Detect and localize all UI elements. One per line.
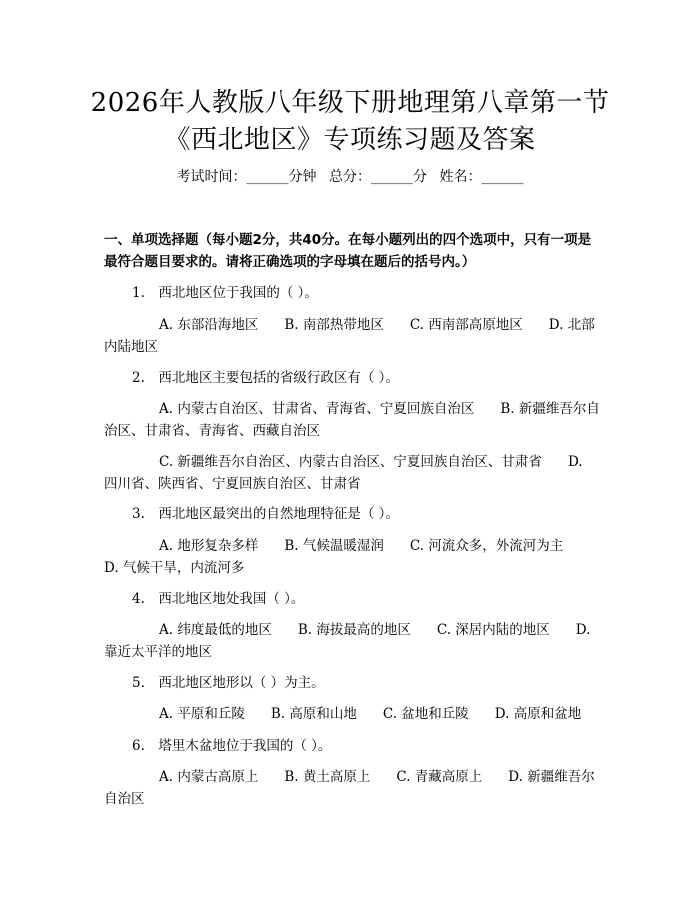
option-b: B. 黄土高原上: [284, 769, 371, 785]
question-4-options: [104, 619, 600, 663]
option-a: A. 内蒙古高原上: [159, 769, 259, 785]
option-c: C. 青藏高原上: [396, 769, 483, 785]
option-d: D. 高原和盆地: [494, 706, 582, 722]
question-6-options: [104, 766, 600, 810]
option-c: C. 西南部高原地区: [409, 317, 523, 333]
option-a: A. 内蒙古自治区、甘肃省、青海省、宁夏回族自治区: [159, 401, 475, 417]
option-b: B. 高原和山地: [270, 706, 357, 722]
option-b: B. 气候温暖湿润: [284, 538, 384, 554]
name-field: 姓名：______: [439, 169, 524, 185]
option-a: A. 纬度最低的地区: [159, 622, 272, 638]
question-3: 3. 西北地区最突出的自然地理特征是（ ）。: [132, 506, 399, 522]
option-d: D. 气候干旱，内流河多: [104, 560, 245, 576]
exam-time-field: 考试时间：______分钟: [176, 169, 317, 185]
option-d: D. 四川省、陕西省、宁夏回族自治区、甘肃省: [104, 454, 583, 492]
page-title-line1: 2026年人教版八年级下册地理第八章第一节: [90, 88, 610, 118]
question-2-options-cd: [104, 451, 600, 495]
section-heading: 一、单项选择题（每小题2分，共40分。在每小题列出的四个选项中，只有一项是最符合题目要求的。请将正确选项的字母填在题后的括号内。）: [104, 232, 592, 270]
option-b: B. 海拔最高的地区: [297, 622, 411, 638]
option-c: C. 盆地和丘陵: [382, 706, 469, 722]
question-1: 1. 西北地区位于我国的（ ）。: [132, 285, 318, 301]
option-c: C. 河流众多，外流河为主: [409, 538, 564, 554]
option-a: A. 平原和丘陵: [159, 706, 245, 722]
option-d: D. 新疆维吾尔自治区: [104, 769, 595, 807]
question-6: 6. 塔里木盆地位于我国的（ ）。: [132, 738, 332, 754]
question-4: 4. 西北地区地处我国（ ）。: [132, 591, 305, 607]
question-3-options: [104, 535, 600, 579]
option-d: D. 靠近太平洋的地区: [104, 622, 591, 660]
option-a: A. 地形复杂多样: [159, 538, 259, 554]
option-d: D. 北部内陆地区: [104, 317, 595, 355]
question-5: 5. 西北地区地形以（ ）为主。: [132, 675, 325, 691]
total-score-field: 总分：______分: [329, 169, 427, 185]
option-b: B. 南部热带地区: [284, 317, 384, 333]
page-title-line2: 《西北地区》专项练习题及答案: [164, 125, 536, 155]
option-a: A. 东部沿海地区: [159, 317, 259, 333]
option-c: C. 深居内陆的地区: [436, 622, 550, 638]
option-b: B. 新疆维吾尔自治区、甘肃省、青海省、西藏自治区: [104, 401, 600, 439]
question-2-options-ab: [104, 398, 600, 442]
question-2: 2. 西北地区主要包括的省级行政区有（ ）。: [132, 370, 399, 386]
question-1-options: [104, 314, 600, 358]
option-c: C. 新疆维吾尔自治区、内蒙古自治区、宁夏回族自治区、甘肃省: [159, 454, 542, 470]
exam-meta: [0, 166, 700, 188]
question-5-options: [104, 703, 600, 725]
